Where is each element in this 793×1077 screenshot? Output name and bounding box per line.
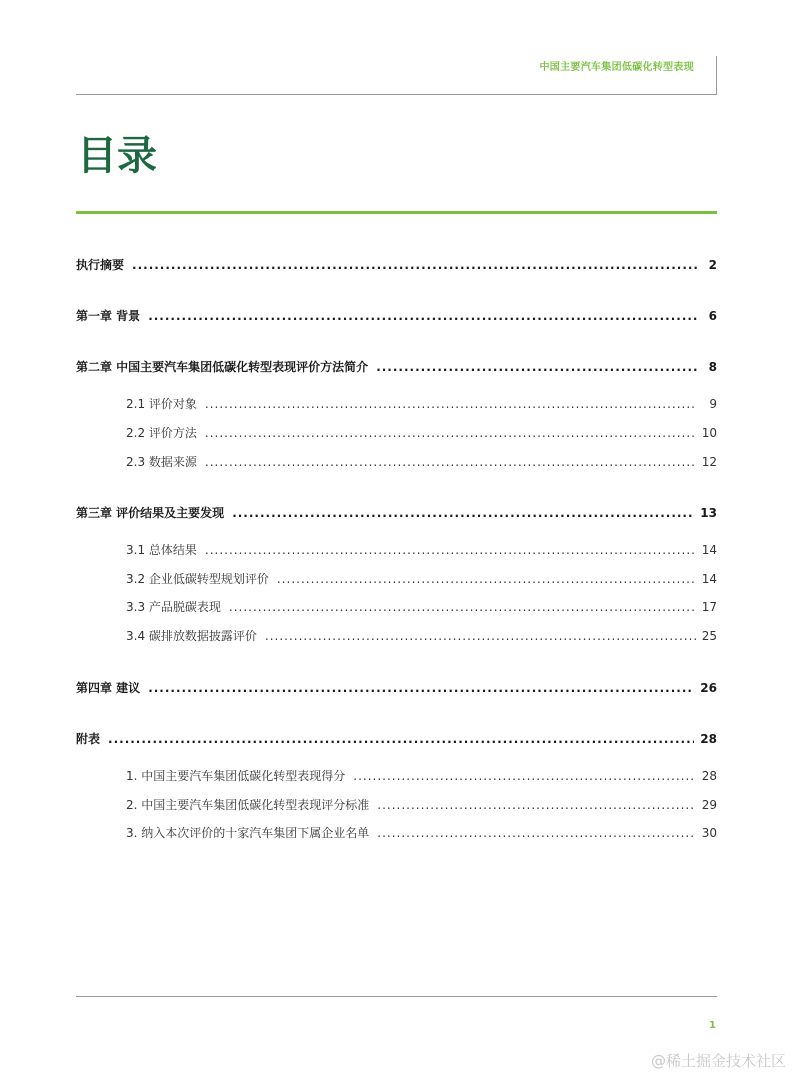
toc-entry-section-3-1[interactable] (126, 541, 717, 558)
toc-entry-appendix-3[interactable] (126, 824, 717, 841)
toc-entry-section-3-2[interactable] (126, 570, 717, 587)
toc-dot-leader (277, 572, 696, 586)
toc-entry-appendix[interactable] (76, 730, 717, 747)
header-rule (76, 94, 717, 95)
toc-entry-summary[interactable] (76, 256, 717, 273)
toc-page-number: 6 (708, 309, 717, 323)
toc-entry-section-2-1[interactable] (126, 395, 717, 412)
toc-dot-leader (205, 455, 696, 469)
toc-page-number: 28 (700, 732, 717, 746)
toc-page-number: 30 (701, 826, 717, 840)
toc-entry-label: 2.3 数据来源 (126, 455, 197, 469)
page-number: 1 (709, 1020, 716, 1031)
toc-entry-chapter-2[interactable] (76, 358, 717, 375)
toc-page-number: 25 (701, 629, 717, 643)
running-header-title: 中国主要汽车集团低碳化转型表现 (539, 62, 694, 73)
toc-entry-label: 第一章 背景 (76, 309, 141, 323)
toc-entry-label: 2.1 评价对象 (126, 397, 197, 411)
toc-page-number: 13 (700, 506, 717, 520)
toc-dot-leader (232, 506, 694, 520)
toc-entry-label: 执行摘要 (76, 258, 125, 272)
toc-page-number: 14 (701, 572, 717, 586)
toc-page-number: 2 (708, 258, 717, 272)
toc-entry-label: 第二章 中国主要汽车集团低碳化转型表现评价方法简介 (76, 360, 369, 374)
toc-entry-label: 第四章 建议 (76, 681, 141, 695)
toc-entry-label: 2. 中国主要汽车集团低碳化转型表现评分标准 (126, 798, 370, 812)
toc-entry-chapter-4[interactable] (76, 679, 717, 696)
toc-page-number: 28 (701, 769, 717, 783)
toc-entry-label: 2.2 评价方法 (126, 426, 197, 440)
toc-dot-leader (353, 769, 695, 783)
toc-entry-label: 3.3 产品脱碳表现 (126, 600, 221, 614)
toc-entry-label: 第三章 评价结果及主要发现 (76, 506, 225, 520)
toc-entry-section-3-4[interactable] (126, 627, 717, 644)
toc-entry-appendix-1[interactable] (126, 767, 717, 784)
toc-entry-section-3-3[interactable] (126, 598, 717, 615)
title-underline (76, 211, 717, 214)
toc-entry-label: 3.2 企业低碳转型规划评价 (126, 572, 269, 586)
toc-dot-leader (377, 798, 695, 812)
toc-dot-leader (205, 397, 697, 411)
toc-dot-leader (205, 543, 696, 557)
header-vertical-rule (716, 56, 717, 94)
toc-entry-section-2-3[interactable] (126, 453, 717, 470)
toc-dot-leader (205, 426, 696, 440)
toc-dot-leader (148, 309, 697, 323)
toc-entry-label: 3. 纳入本次评价的十家汽车集团下属企业名单 (126, 826, 370, 840)
watermark: @稀土掘金技术社区 (650, 1052, 786, 1070)
toc-entry-chapter-3[interactable] (76, 504, 717, 521)
toc-page-number: 29 (701, 798, 717, 812)
footer-rule (76, 996, 717, 997)
toc-dot-leader (148, 681, 694, 695)
toc-entry-label: 附表 (76, 732, 101, 746)
toc-entry-label: 3.4 碳排放数据披露评价 (126, 629, 257, 643)
toc-page-number: 9 (709, 397, 717, 411)
toc-entry-chapter-1[interactable] (76, 307, 717, 324)
toc-entry-label: 1. 中国主要汽车集团低碳化转型表现得分 (126, 769, 346, 783)
toc-dot-leader (377, 826, 695, 840)
toc-dot-leader (108, 732, 694, 746)
toc-entry-section-2-2[interactable] (126, 424, 717, 441)
toc-page-number: 26 (700, 681, 717, 695)
toc-entry-appendix-2[interactable] (126, 796, 717, 813)
toc-page-number: 12 (701, 455, 717, 469)
toc-dot-leader (132, 258, 697, 272)
toc-entry-label: 3.1 总体结果 (126, 543, 197, 557)
page-title: 目录 (77, 133, 157, 179)
toc-page-number: 8 (708, 360, 717, 374)
toc-dot-leader (265, 629, 696, 643)
toc-page-number: 10 (701, 426, 717, 440)
toc-dot-leader (229, 600, 696, 614)
toc-page-number: 14 (701, 543, 717, 557)
toc-dot-leader (376, 360, 697, 374)
toc-page-number: 17 (701, 600, 717, 614)
